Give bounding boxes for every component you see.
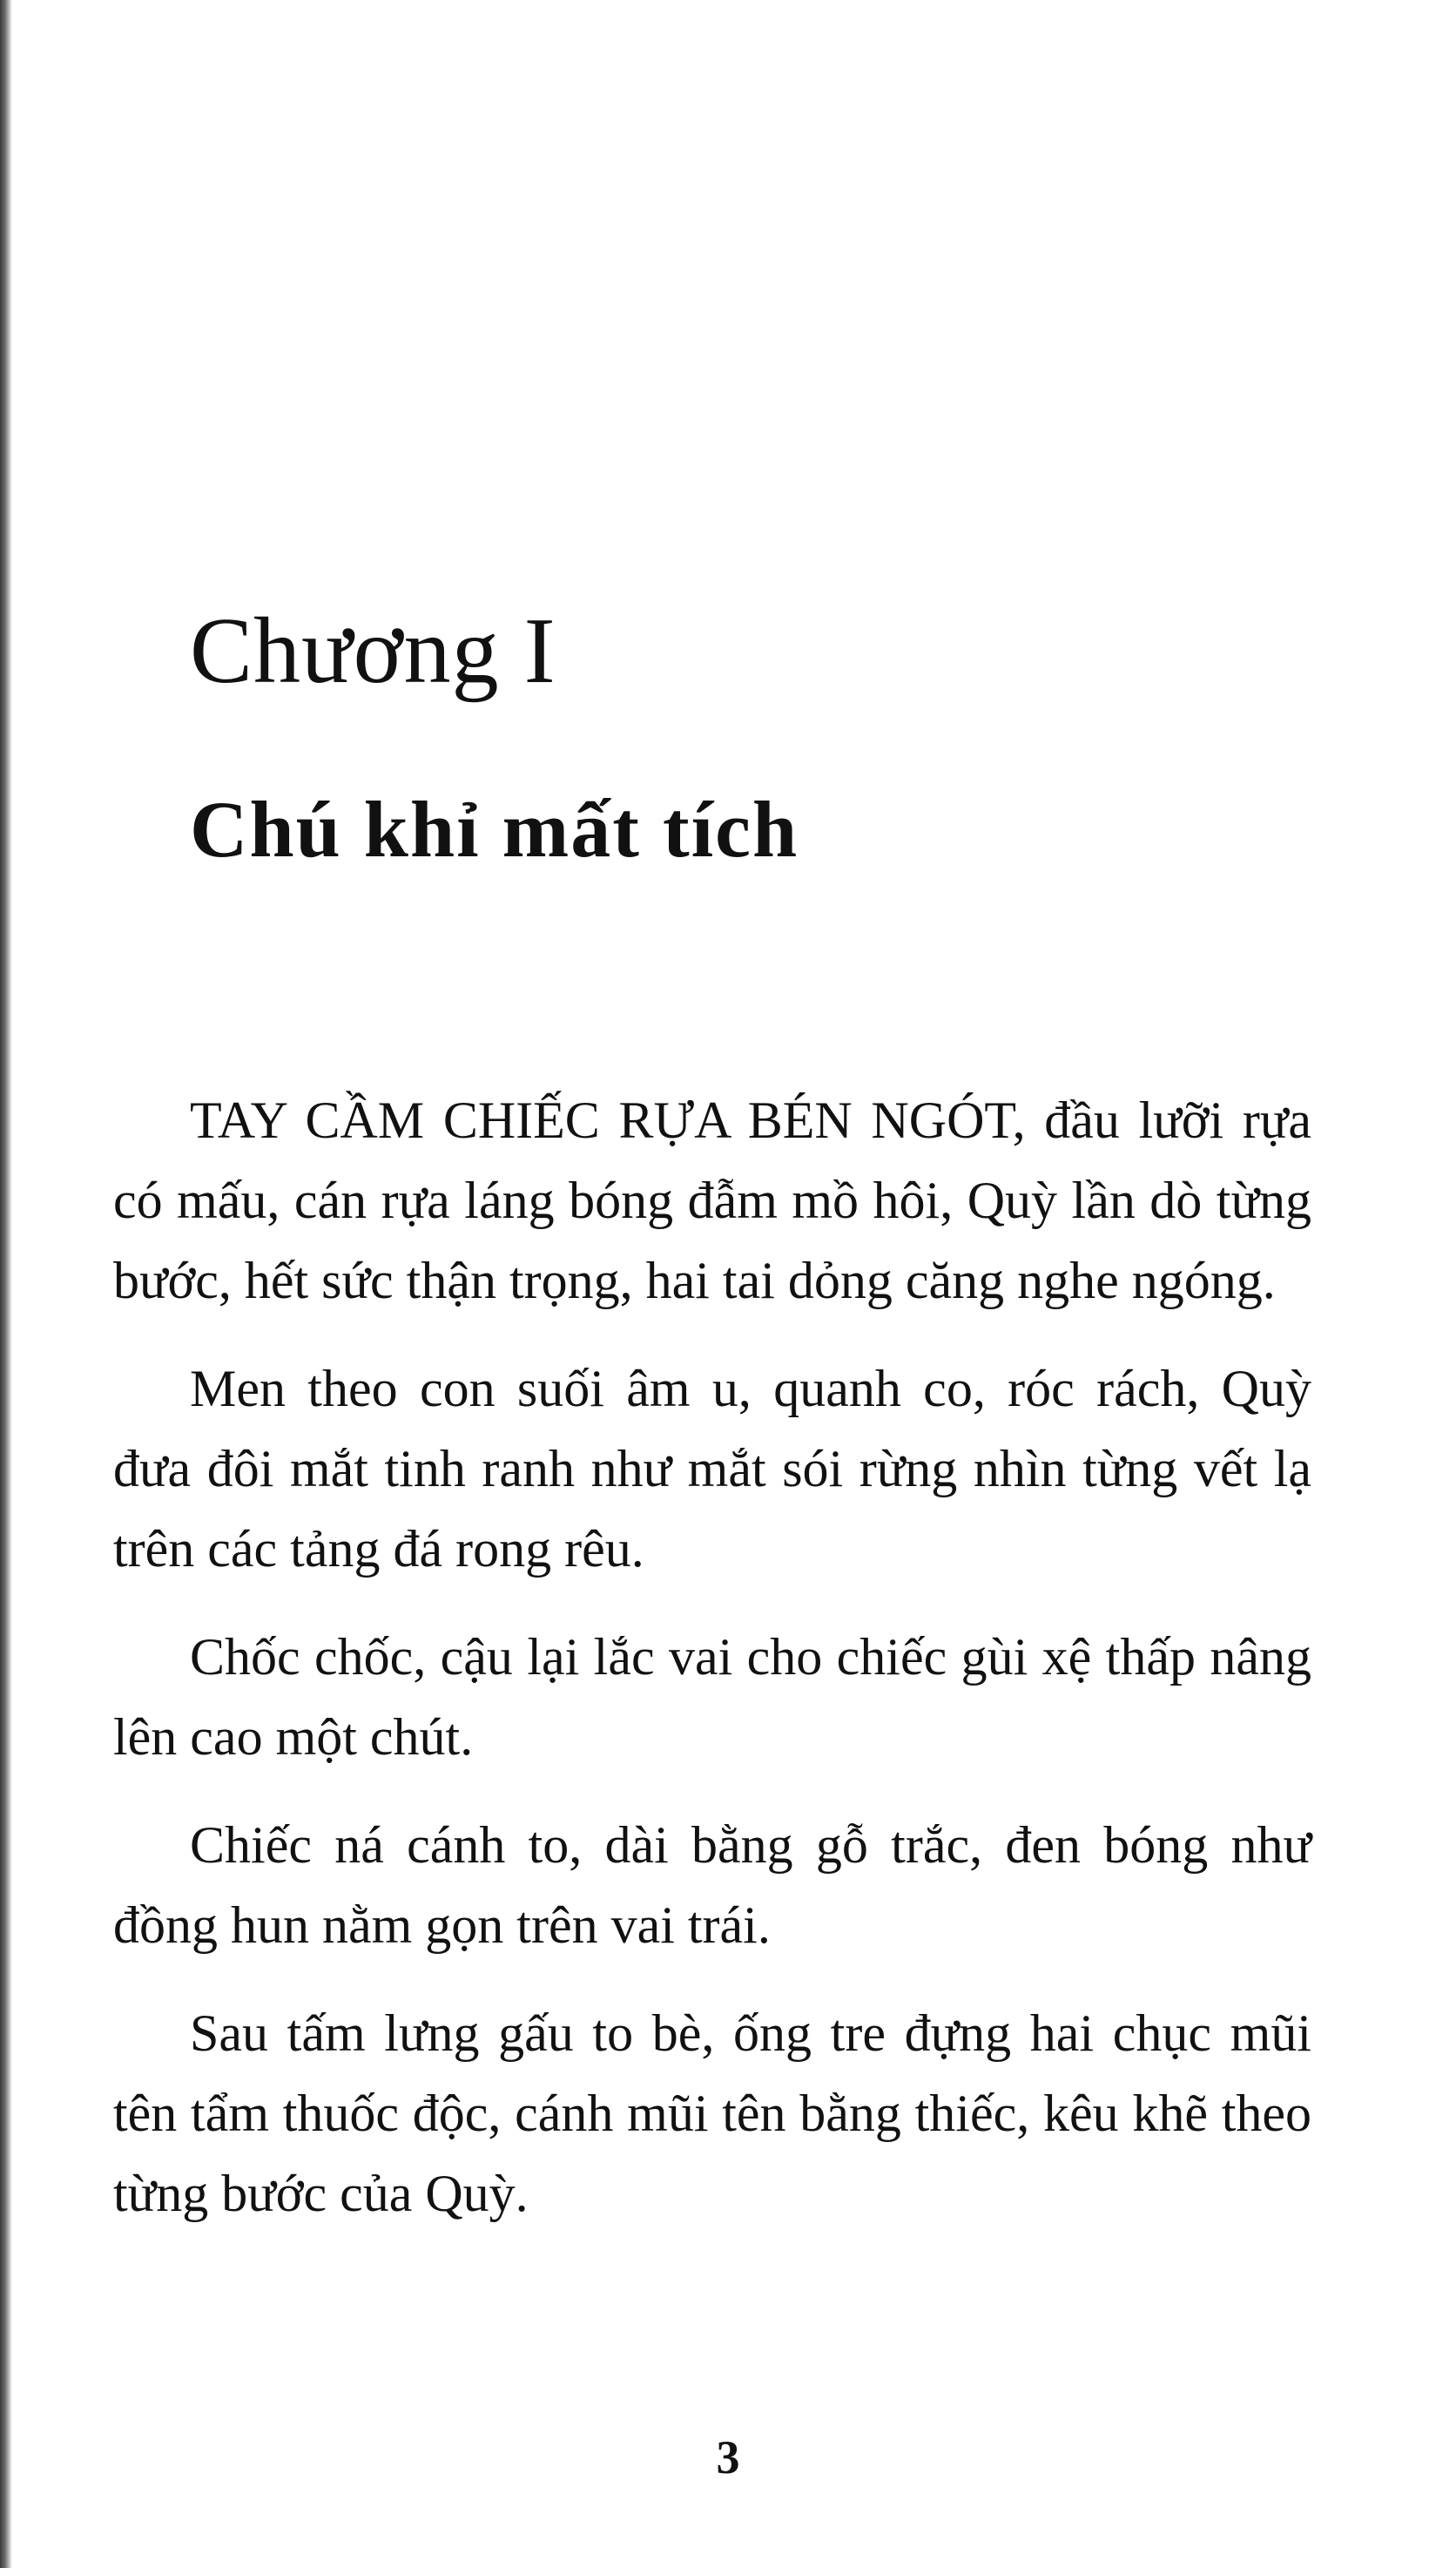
paragraph: Men theo con suối âm u, quanh co, róc rách, Quỳ đưa đôi mắt tinh ranh như mắt sói rừng nhìn từng vết lạ trên các tảng đá rong rêu. [113, 1360, 1311, 1578]
paragraph: Sau tấm lưng gấu to bè, ống tre đựng hai chục mũi tên tẩm thuốc độc, cánh mũi tên bằng thiếc, kêu khẽ theo từng bước của Quỳ. [113, 2004, 1311, 2222]
chapter-body [113, 1080, 1311, 2261]
paragraph: Chiếc ná cánh to, dài bằng gỗ trắc, đen bóng như đồng hun nằm gọn trên vai trái. [113, 1816, 1311, 1954]
chapter-title: Chú khỉ mất tích [190, 785, 799, 875]
paragraph: Chốc chốc, cậu lại lắc vai cho chiếc gùi xệ thấp nâng lên cao một chút. [113, 1628, 1311, 1766]
chapter-number: Chương I [190, 599, 556, 704]
page-number: 3 [716, 2431, 740, 2484]
paragraph: TAY CẦM CHIẾC RỰA BÉN NGÓT, đầu lưỡi rựa có mấu, cán rựa láng bóng đẫm mồ hôi, Quỳ lần dò từng bước, hết sức thận trọng, hai tai dỏng căng nghe ngóng. [113, 1091, 1311, 1309]
page-binding-edge [0, 0, 12, 2568]
